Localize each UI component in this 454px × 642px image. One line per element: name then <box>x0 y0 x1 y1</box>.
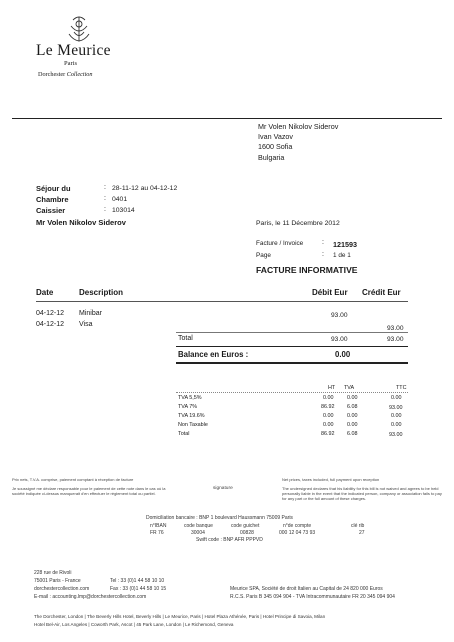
caissier-label: Caissier <box>36 206 66 215</box>
tva-header-ht: HT <box>328 385 336 391</box>
recipient-country: Bulgaria <box>258 152 285 162</box>
page-colon: : <box>322 251 324 258</box>
bank-value-code-banque: 30004 <box>191 530 205 536</box>
row-date: 04-12-12 <box>36 321 65 328</box>
tva-row-label: TVA 5,5% <box>178 395 202 401</box>
tva-row-ttc: 0.00 <box>391 422 402 428</box>
legal-left-1: Prix nets, T.V.A. comprise, paiement comptant à réception de facture <box>12 477 134 482</box>
tva-row-ht: 86.92 <box>321 431 335 437</box>
legal-right-2: The undersigned declares that his liability for this bill is not waived and agrees to be held personally liable in the event that the indicated person, company or association fails to pay for any part or the full amount of these charges. <box>282 486 442 502</box>
footer-tel: Tel : 33 (0)1 44 58 10 10 <box>110 578 165 584</box>
bank-header-code-banque: code banque <box>184 523 213 529</box>
signature-label: signature <box>213 486 233 491</box>
bank-value-cle: 27 <box>359 530 365 536</box>
header-debit: Débit Eur <box>312 288 348 297</box>
recipient-name: Mr Volen Nikolov Siderov <box>258 122 339 131</box>
collection-name: Dorchester Collection <box>38 71 93 78</box>
caissier-colon: : <box>104 206 106 213</box>
footer-rcs: R.C.S. Paris B 345 094 904 - TVA Intracommunautaire FR 20 345 094 904 <box>230 594 395 600</box>
sejour-colon: : <box>104 184 106 191</box>
legal-right-1: Net prices, taxes included, full payment upon reception <box>282 477 380 482</box>
bank-value-compte: 000 12 04 73 93 <box>279 530 316 536</box>
crest-icon <box>65 14 93 44</box>
footer-email: E-mail : accounting.lmp@dorchestercollection.com <box>34 594 147 600</box>
page-value: 1 de 1 <box>333 252 351 259</box>
row-debit: 93.00 <box>331 312 348 319</box>
tva-row-tva: 0.00 <box>347 395 358 401</box>
bank-swift: Swift code : BNP AFR PPPVD <box>196 537 263 543</box>
sejour-label: Séjour du <box>36 184 71 193</box>
facture-label: Facture / Invoice <box>256 240 304 247</box>
footer-address-2: 75001 Paris - France <box>34 578 81 584</box>
footer-company: Meurice SPA, Société de droit Italien au Capital de 24 820 000 Euros <box>230 586 383 592</box>
sejour-value: 28-11-12 au 04-12-12 <box>112 185 178 192</box>
place-date: Paris, le 11 Décembre 2012 <box>256 220 340 227</box>
footer-hotels-1: The Dorchester, London | The Beverly Hills Hotel, Beverly Hills | Le Meurice, Paris | Hotel Plaza Athénée, Paris | Hotel Principe di Savoia, Milan <box>34 614 326 619</box>
tva-row-ttc: 93.00 <box>389 432 403 438</box>
balance-rule-top <box>176 346 408 347</box>
chambre-value: 0401 <box>112 196 128 203</box>
total-credit: 93.00 <box>387 336 404 343</box>
bank-header-iban: n°IBAN <box>150 523 167 529</box>
tva-row-ht: 0.00 <box>323 395 334 401</box>
guest-name: Mr Volen Nikolov Siderov <box>36 218 126 227</box>
row-credit: 93.00 <box>387 325 404 332</box>
tva-row-ht: 0.00 <box>323 422 334 428</box>
bank-header-code-guichet: code guichet <box>231 523 260 529</box>
tva-row-ttc: 93.00 <box>389 405 403 411</box>
footer-fax: Fax : 33 (0)1 44 58 10 15 <box>110 586 167 592</box>
tva-header-rule <box>176 392 408 393</box>
total-rule <box>176 332 408 333</box>
tva-row-label: Non Taxable <box>178 422 208 428</box>
chambre-colon: : <box>104 195 106 202</box>
caissier-value: 103014 <box>112 207 135 214</box>
hotel-name: Le Meurice <box>36 42 111 59</box>
invoice-title: FACTURE INFORMATIVE <box>256 265 358 275</box>
balance-value: 0.00 <box>335 350 351 359</box>
table-header-rule <box>36 301 408 302</box>
tva-row-ttc: 0.00 <box>391 413 402 419</box>
page-label: Page <box>256 252 271 259</box>
tva-row-tva: 0.00 <box>347 413 358 419</box>
row-description: Visa <box>79 321 93 328</box>
header-rule <box>12 118 442 119</box>
facture-number: 121593 <box>333 240 357 249</box>
tva-row-label: TVA 19.6% <box>178 413 205 419</box>
total-label: Total <box>178 335 193 342</box>
balance-label: Balance en Euros : <box>178 350 249 359</box>
footer-hotels-2: Hotel Bel-Air, Los Angeles | Coworth Park, Ascot | 45 Park Lane, London | Le Richemond, Geneva <box>34 622 234 627</box>
bank-title: Domiciliation bancaire : BNP 1 boulevard Haussmann 75009 Paris <box>146 515 293 521</box>
header-credit: Crédit Eur <box>362 288 401 297</box>
tva-row-label: Total <box>178 431 190 437</box>
tva-row-label: TVA 7% <box>178 404 198 410</box>
recipient-street: Ivan Vazov <box>258 132 294 142</box>
legal-left-2: Je soussigné me déclare responsable pour le paiement de cette note dans le cas où la société indiquée ci-dessus manquerait d'en effectuer le règlement total ou partiel. <box>12 486 166 497</box>
tva-row-ht: 86.92 <box>321 404 335 410</box>
tva-row-ht: 0.00 <box>323 413 334 419</box>
header-description: Description <box>79 288 124 297</box>
total-debit: 93.00 <box>331 336 348 343</box>
tva-header-tva: TVA <box>344 385 355 391</box>
recipient-postal: 1600 Sofia <box>258 142 293 152</box>
tva-header-ttc: TTC <box>396 385 407 391</box>
row-date: 04-12-12 <box>36 310 65 317</box>
hotel-city: Paris <box>64 60 77 67</box>
header-date: Date <box>36 288 54 297</box>
facture-colon: : <box>322 239 324 246</box>
row-description: Minibar <box>79 310 102 317</box>
recipient-address <box>258 122 338 163</box>
tva-row-tva: 0.00 <box>347 422 358 428</box>
bank-value-code-guichet: 00828 <box>240 530 254 536</box>
tva-row-ttc: 0.00 <box>391 395 402 401</box>
footer-address-1: 228 rue de Rivoli <box>34 570 72 576</box>
bank-value-iban: FR 76 <box>150 530 164 536</box>
tva-row-tva: 6.08 <box>347 404 358 410</box>
bank-header-compte: n°de compte <box>283 523 312 529</box>
chambre-label: Chambre <box>36 195 69 204</box>
footer-website: dorchestercollection.com <box>34 586 90 592</box>
balance-rule-bottom <box>176 362 408 364</box>
tva-row-tva: 6.08 <box>347 431 358 437</box>
bank-header-cle: clé rib <box>351 523 365 529</box>
